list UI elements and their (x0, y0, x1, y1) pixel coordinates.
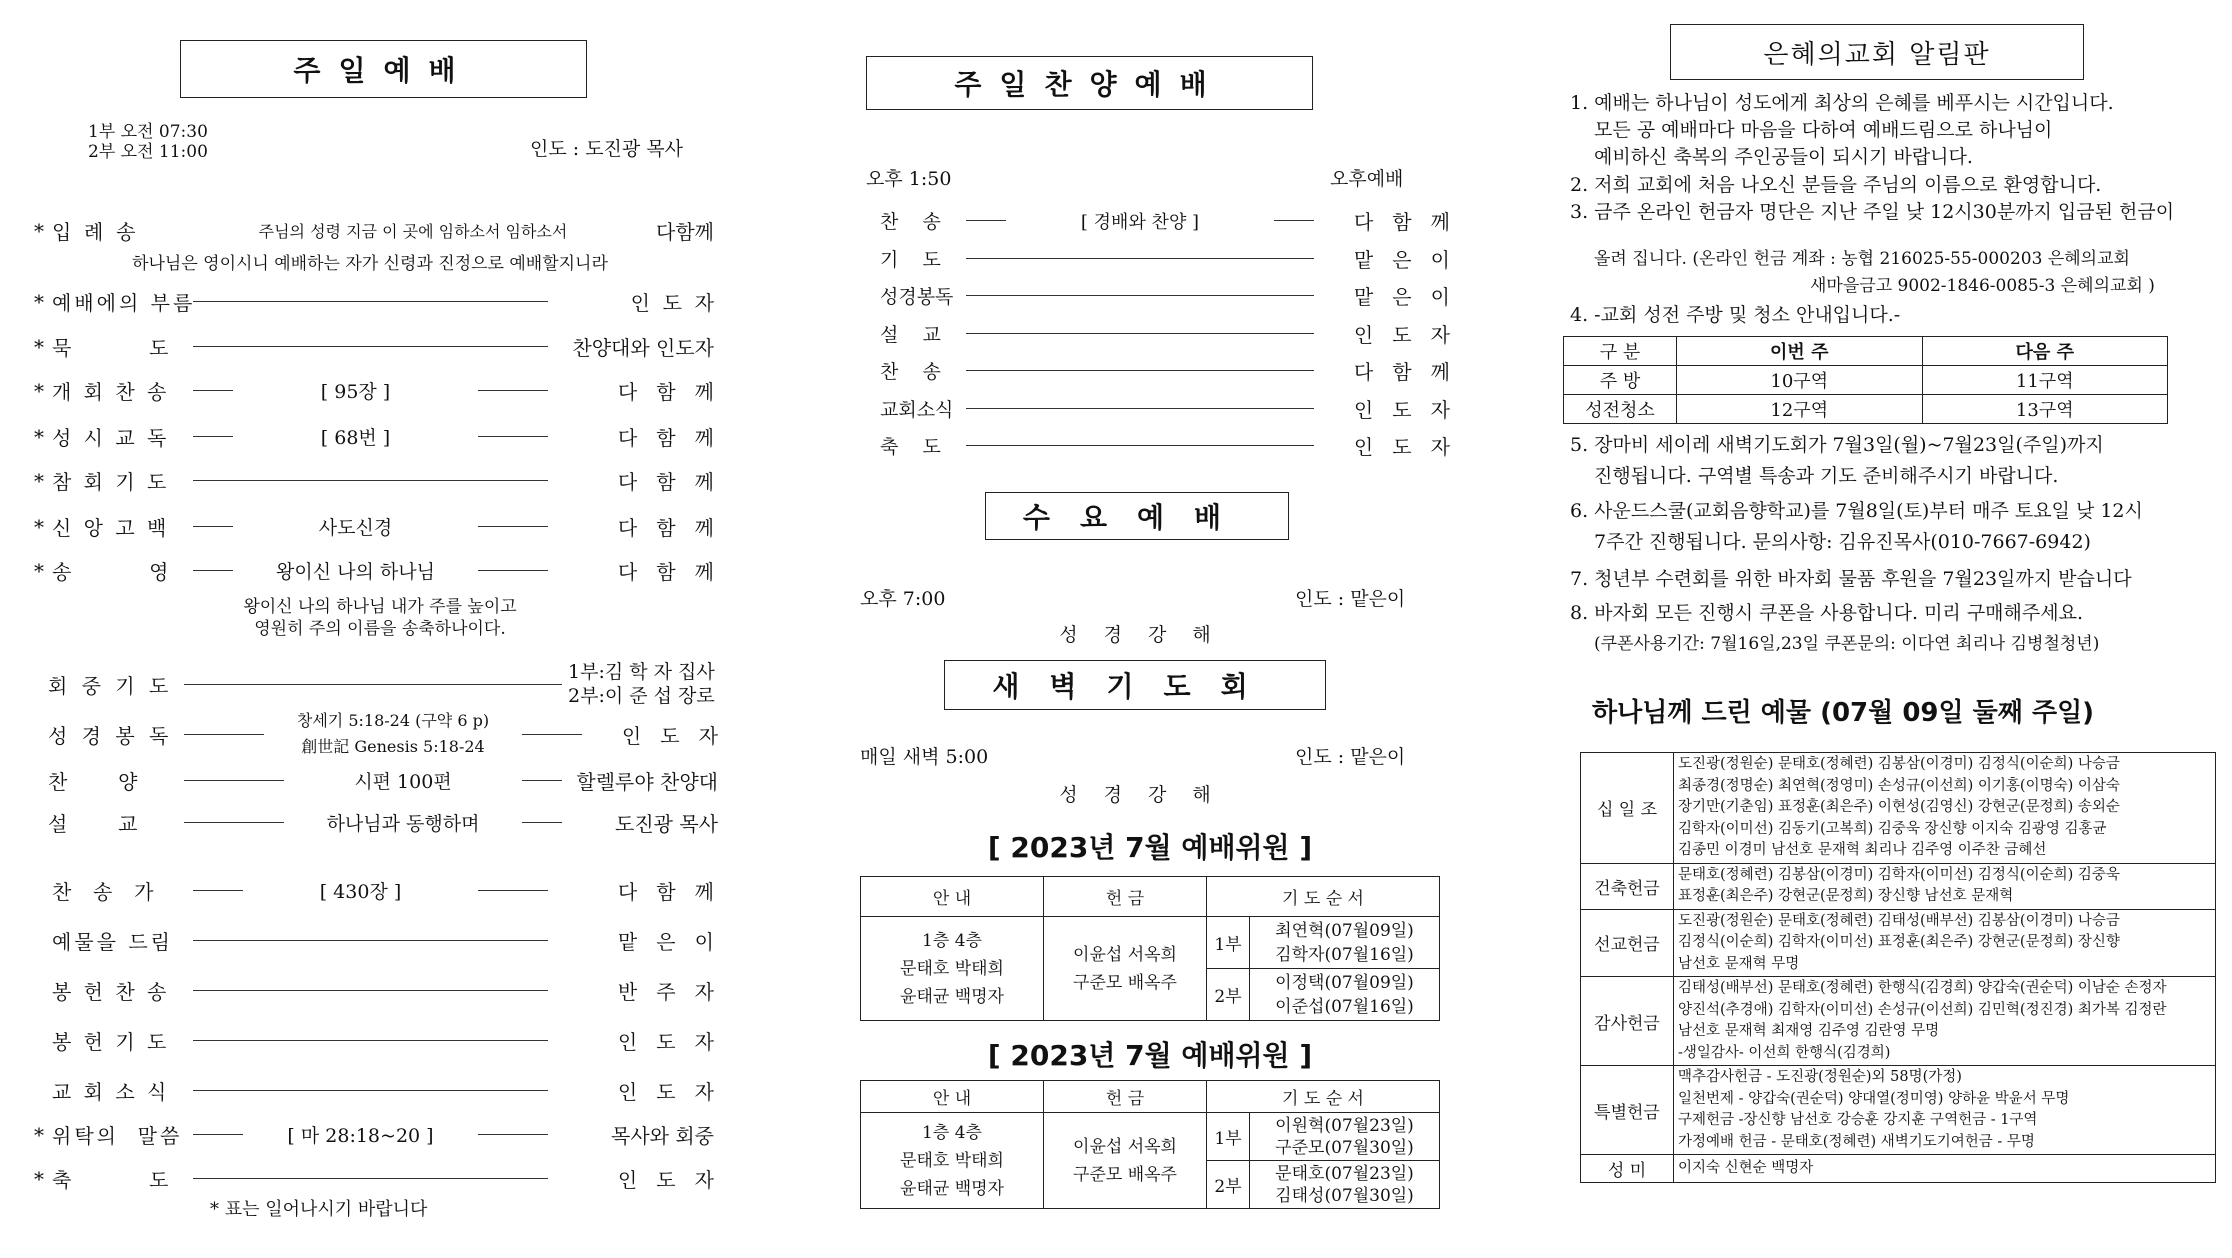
dawn-sub: 성 경 강 해 (1059, 784, 1221, 806)
offering-line: 도진광(정원순) 문태호(정혜련) 김봉삼(이경미) 김정식(이순희) 나승금 (1678, 756, 2120, 772)
dash-line (193, 1090, 548, 1091)
reading-mid-1: 창세기 5:18-24 (구약 6 p) (296, 711, 490, 730)
dash-line (522, 734, 582, 735)
notice-line: 7주간 진행됩니다. 문의사항: 김유진목사(010-7667-6942) (1594, 531, 2091, 553)
order-mid: 주님의 성령 지금 이 곳에 임하소서 임하소서 (258, 222, 568, 241)
order-mid: [ 95장 ] (320, 381, 391, 403)
mid-order-right: 인 도 자 (1353, 435, 1450, 459)
roster-name: 김태성(07월30일) (1275, 1185, 1414, 1206)
offering-category: 성 미 (1581, 1155, 1674, 1183)
order-mid: [ 마 28:18~20 ] (287, 1125, 434, 1147)
dash-line (184, 822, 284, 823)
offering-line: -생일감사- 이선희 한행식(김경희) (1678, 1044, 1891, 1061)
offering-line: 양진석(추경애) 김학자(이미선) 손성규(이선희) 김민혁(정진경) 최가복 김정란 (1678, 1001, 2167, 1018)
roster-name: 구준모(07월30일) (1275, 1137, 1414, 1158)
offering-line: 김종민 이경미 남선호 문재혁 최리나 김주영 이주찬 금혜선 (1678, 842, 2047, 858)
dash-line (478, 570, 548, 571)
mid-title-2-box: 수요예배 (985, 492, 1289, 540)
order-right: 맡 은 이 (617, 930, 714, 954)
dash-line (193, 1178, 548, 1179)
cleaning-table (1563, 336, 2168, 424)
notice-line: 올려 집니다. (온라인 헌금 계좌 : 농협 216025-55-000203 은혜의교회 (1594, 249, 2130, 269)
roster-part-label: 1부 (1207, 917, 1250, 969)
clean-cell: 12구역 (1677, 395, 1923, 424)
mid-order-label: 교회소식 (880, 398, 954, 421)
roster-header: 안 내 (861, 877, 1044, 917)
mid-order-row (880, 319, 1450, 348)
roster-part-names (1250, 917, 1440, 969)
order-right: 다 함 께 (617, 516, 714, 540)
offering-category: 십 일 조 (1581, 753, 1674, 864)
order-row (34, 376, 714, 405)
order-label: 입 례 송 (52, 220, 136, 244)
mid-order-row (880, 281, 1450, 310)
offering-row (1581, 977, 2216, 1066)
reading-row (48, 708, 718, 760)
roster-name: 김학자(07월16일) (1275, 944, 1414, 965)
mid-order-label: 기 도 (880, 248, 941, 271)
roster-header: 기 도 순 서 (1207, 877, 1440, 917)
mid-order-row (880, 394, 1450, 423)
clean-header: 이번 주 (1677, 337, 1923, 366)
mid-order-mid: [ 경배와 찬양 ] (1080, 211, 1200, 233)
roster-offering-line: 구준모 배옥주 (1073, 972, 1177, 993)
wed-leader: 인도 : 맡은이 (1295, 588, 1406, 610)
order-right: 다 함 께 (617, 426, 714, 450)
sermon-right: 도진광 목사 (615, 812, 718, 836)
order-star: * (34, 424, 44, 449)
dash-line (193, 940, 548, 941)
order-row (34, 1076, 714, 1105)
mid-time: 오후 1:50 (866, 168, 952, 190)
offering-names (1674, 1066, 2216, 1155)
clean-cell: 13구역 (1922, 395, 2168, 424)
mid-service-name: 오후예배 (1330, 168, 1404, 190)
wed-sub: 성 경 강 해 (1059, 624, 1221, 646)
notice-6 (1570, 498, 2143, 556)
order-label: 개 회 찬 송 (52, 380, 170, 404)
mid-order-label: 축 도 (880, 436, 941, 458)
sermon-row (48, 808, 718, 837)
notice-1 (1570, 90, 2114, 171)
prayer-row (48, 660, 718, 708)
order-right: 다함께 (656, 220, 714, 244)
dash-line (478, 390, 548, 391)
notice-3 (1570, 199, 2174, 300)
order-star: * (34, 334, 44, 359)
wed-time: 오후 7:00 (860, 588, 946, 610)
order-row (34, 1164, 714, 1193)
dawn-time: 매일 새벽 5:00 (860, 746, 989, 768)
offering-category: 감사헌금 (1581, 977, 1674, 1066)
order-right: 인 도 자 (617, 1030, 714, 1054)
notice-line: (쿠폰사용기간: 7월16일,23일 쿠폰문의: 이다연 최리나 김병철청년) (1594, 634, 2100, 654)
reading-mid (270, 708, 516, 760)
offering-row (1581, 753, 2216, 864)
roster-table-2 (860, 1080, 1440, 1209)
dash-line (478, 526, 548, 527)
notice-8 (1570, 600, 2099, 658)
dash-line (966, 408, 1314, 409)
dash-line (193, 480, 548, 481)
dash-line (966, 295, 1314, 296)
intro-verse: 하나님은 영이시니 예배하는 자가 신령과 진정으로 예배할지니라 (132, 254, 608, 274)
roster-part-label: 2부 (1207, 1161, 1250, 1209)
offering-line: 구제헌금 -장신향 남선호 강승훈 강지훈 구역헌금 - 1구역 (1678, 1112, 2038, 1128)
mid-order-row (880, 356, 1450, 385)
order-label: 신 앙 고 백 (52, 516, 170, 540)
offering-line: 맥추감사헌금 - 도진광(정원순)외 58명(가정) (1678, 1069, 1962, 1085)
clean-cell: 11구역 (1922, 366, 2168, 395)
notice-line: 3. 금주 온라인 헌금자 명단은 지난 주일 낮 12시30분까지 입금된 헌금이 (1570, 201, 2175, 223)
left-title-box: 주일예배 (180, 40, 587, 98)
notice-4: 4. -교회 성전 주방 및 청소 안내입니다.- (1570, 304, 1901, 326)
prayer-right-1: 1부:김 학 자 집사 (568, 661, 715, 683)
order-right: 인 도 자 (617, 1080, 714, 1104)
roster-name: 최연혁(07월09일) (1275, 920, 1414, 941)
notice-line: 진행됩니다. 구역별 특송과 기도 준비해주시기 바랍니다. (1594, 465, 2059, 487)
offering-row (1581, 1155, 2216, 1183)
roster-offering-line: 이윤섭 서옥희 (1073, 944, 1177, 965)
offering-line: 김태성(배부선) 문태호(정혜련) 한행식(김경희) 양갑숙(권순덕) 이남순 손정자 (1678, 980, 2167, 996)
clean-cell: 주 방 (1564, 366, 1677, 395)
order-row (34, 976, 714, 1005)
song-line-2: 영원히 주의 이름을 송축하나이다. (254, 619, 506, 639)
order-mid: 사도신경 (318, 517, 393, 539)
offering-line: 도진광(정원순) 문태호(정혜련) 김태성(배부선) 김봉삼(이경미) 나승금 (1678, 912, 2120, 929)
roster-guide-line: 1층 4층 (922, 930, 982, 951)
roster-part-names (1250, 1113, 1440, 1161)
notice-line: 모든 공 예배마다 마음을 다하여 예배드림으로 하나님이 (1594, 119, 2053, 141)
order-star: * (34, 558, 44, 583)
footnote: * 표는 일어나시기 바랍니다 (210, 1199, 428, 1220)
dash-line (193, 990, 548, 991)
roster-offering (1044, 917, 1207, 1021)
order-row (34, 926, 714, 955)
choir-row (48, 766, 718, 795)
roster-table-1 (860, 876, 1440, 1021)
roster-offering-line: 구준모 배옥주 (1073, 1164, 1177, 1185)
order-row (34, 1026, 714, 1055)
order-mid: [ 430장 ] (319, 881, 402, 903)
clean-header: 다음 주 (1922, 337, 2168, 366)
reading-right: 인 도 자 (621, 723, 718, 748)
offering-line: 남선호 문재혁 무명 (1678, 955, 1800, 972)
dash-line (966, 333, 1314, 334)
order-star: * (34, 1166, 44, 1191)
choir-label: 찬 양 (48, 770, 138, 794)
offering-table (1580, 752, 2216, 1183)
offering-line: 최종경(정명순) 최연혁(정영미) 손성규(이선희) 이기홍(이명숙) 이삼숙 (1678, 777, 2120, 794)
choir-right: 할렐루야 찬양대 (576, 770, 718, 794)
dash-line (522, 780, 562, 781)
offering-row (1581, 909, 2216, 977)
offering-category: 건축헌금 (1581, 863, 1674, 909)
dash-line (478, 890, 548, 891)
roster-offering (1044, 1113, 1207, 1209)
order-right: 인 도 자 (630, 291, 714, 315)
notice-line: 1. 예배는 하나님이 성도에게 최상의 은혜를 베푸시는 시간입니다. (1570, 92, 2114, 114)
dash-line (966, 220, 1006, 221)
roster-name: 문태호(07월23일) (1275, 1163, 1414, 1184)
order-label: 봉 헌 찬 송 (52, 980, 170, 1004)
mid-order-label: 성경봉독 (880, 286, 954, 308)
order-mid: [ 68번 ] (320, 427, 391, 449)
roster-header: 헌 금 (1044, 1081, 1207, 1113)
offering-title: 하나님께 드린 예물 (07월 09일 둘째 주일) (1592, 698, 2095, 728)
order-right: 다 함 께 (617, 560, 714, 584)
order-star: * (34, 289, 44, 314)
offering-category: 선교헌금 (1581, 909, 1674, 977)
notice-line: 8. 바자회 모든 진행시 쿠폰을 사용합니다. 미리 구매해주세요. (1570, 602, 2083, 624)
mid-order-label: 설 교 (880, 323, 941, 346)
clean-cell: 성전청소 (1564, 395, 1677, 424)
right-title-box: 은혜의교회 알림판 (1670, 24, 2084, 80)
notice-5 (1570, 432, 2104, 490)
order-star: * (34, 514, 44, 539)
notice-2: 2. 저희 교회에 처음 나오신 분들을 주님의 이름으로 환영합니다. (1570, 174, 2102, 196)
clean-header: 구 분 (1564, 337, 1677, 366)
order-row (34, 466, 714, 495)
offering-line: 장기만(기춘임) 표정훈(최은주) 이현성(김영신) 강현군(문정희) 송외순 (1678, 799, 2120, 815)
choir-mid: 시편 100편 (354, 771, 452, 793)
notice-7: 7. 청년부 수련회를 위한 바자회 물품 후원을 7월23일까지 받습니다 (1570, 568, 2132, 590)
order-row (34, 332, 714, 361)
clean-cell: 10구역 (1677, 366, 1923, 395)
order-label: 참 회 기 도 (52, 470, 170, 494)
offering-line: 김정식(이순희) 김학자(이미선) 표정훈(최은주) 강현군(문정희) 장신향 (1678, 934, 2120, 950)
roster-header: 안 내 (861, 1081, 1044, 1113)
order-label: 묵 도 (52, 336, 172, 360)
order-label: 교 회 소 식 (52, 1080, 170, 1104)
roster-part-names (1250, 969, 1440, 1021)
order-label: 예물을 드림 (52, 930, 173, 954)
order-row (34, 876, 714, 905)
dash-line (193, 346, 548, 347)
notice-line: 새마을금고 9002-1846-0085-3 은혜의교회 ) (1810, 276, 2155, 296)
dash-line (193, 436, 233, 437)
mid-order-row (880, 244, 1450, 273)
roster-guide-line: 문태호 박태희 (900, 958, 1004, 979)
dash-line (193, 1040, 548, 1041)
mid-order-label: 찬 송 (880, 211, 941, 233)
roster-part-names (1250, 1161, 1440, 1209)
order-label: 성 시 교 독 (52, 426, 170, 450)
order-right: 반 주 자 (617, 980, 714, 1004)
roster-part-label: 2부 (1207, 969, 1250, 1021)
order-row (34, 287, 714, 316)
roster-title-2: [ 2023년 7월 예배위원 ] (987, 1039, 1313, 1072)
order-row (34, 1120, 714, 1149)
dash-line (184, 780, 284, 781)
order-label: 예배에의 부름 (52, 291, 196, 315)
roster-guide (861, 1113, 1044, 1209)
order-star: * (34, 218, 44, 243)
sermon-mid: 하나님과 동행하며 (326, 813, 480, 835)
dash-line (478, 1134, 548, 1135)
order-label: 찬 송 가 (52, 880, 157, 904)
order-mid: 왕이신 나의 하나님 (276, 561, 435, 583)
order-right: 찬양대와 인도자 (572, 336, 714, 360)
roster-guide-line: 문태호 박태희 (900, 1150, 1004, 1171)
dash-line (184, 734, 264, 735)
offering-names (1674, 753, 2216, 864)
mid-order-right: 다 함 께 (1353, 210, 1450, 234)
dash-line (193, 570, 233, 571)
order-star: * (34, 1122, 44, 1147)
roster-guide-line: 윤태균 백명자 (900, 1178, 1004, 1199)
order-row-intro (34, 216, 714, 245)
dash-line (478, 436, 548, 437)
notice-line: 5. 장마비 세이레 새벽기도회가 7월3일(월)~7월23일(주일)까지 (1570, 434, 2104, 456)
mid-order-row (880, 431, 1450, 460)
dash-line (522, 822, 562, 823)
order-label: 위탁의 말씀 (52, 1124, 183, 1148)
order-star: * (34, 378, 44, 403)
order-right: 다 함 께 (617, 470, 714, 494)
dash-line (966, 370, 1314, 371)
reading-label: 성 경 봉 독 (48, 723, 173, 748)
left-leader: 인도 : 도진광 목사 (530, 138, 683, 160)
roster-offering-line: 이윤섭 서옥희 (1073, 1136, 1177, 1157)
mid-order-right: 맡 은 이 (1353, 247, 1450, 272)
order-label: 축 도 (52, 1168, 172, 1192)
offering-line: 문태호(정혜련) 김봉삼(이경미) 김학자(이미선) 김정식(이순희) 김중욱 (1678, 866, 2120, 883)
order-right: 인 도 자 (617, 1168, 714, 1192)
dash-line (193, 301, 548, 302)
roster-header: 기 도 순 서 (1207, 1081, 1440, 1113)
dash-line (1274, 220, 1314, 221)
order-right: 다 함 께 (617, 880, 714, 904)
order-right: 목사와 회중 (611, 1124, 714, 1148)
mid-order-right: 다 함 께 (1353, 360, 1450, 384)
offering-names (1674, 863, 2216, 909)
offering-line: 김학자(이미선) 김동기(고복희) 김중욱 장신향 이지숙 김광영 김홍균 (1678, 820, 2107, 837)
order-right: 다 함 께 (617, 380, 714, 404)
dash-line (193, 526, 233, 527)
roster-title-1: [ 2023년 7월 예배위원 ] (987, 831, 1313, 864)
dash-line (184, 684, 562, 685)
prayer-label: 회 중 기 도 (48, 673, 173, 698)
sermon-label: 설 교 (48, 812, 138, 836)
mid-order-right: 인 도 자 (1353, 397, 1450, 422)
roster-name: 이정택(07월09일) (1275, 972, 1414, 993)
notice-line: 예비하신 축복의 주인공들이 되시기 바랍니다. (1594, 146, 1973, 168)
order-row (34, 556, 714, 585)
notice-line: 6. 사운드스쿨(교회음향학교)를 7월8일(토)부터 매주 토요일 낮 12시 (1570, 500, 2143, 522)
mid-order-right: 인 도 자 (1353, 322, 1450, 347)
offering-line: 표정훈(최은주) 강현군(문정희) 장신향 남선호 문재혁 (1678, 888, 2014, 904)
service-time-1: 1부 오전 07:30 (88, 122, 208, 142)
offering-row (1581, 1066, 2216, 1155)
order-label: 봉 헌 기 도 (52, 1030, 170, 1054)
offering-line: 가정예배 헌금 - 문태호(정혜련) 새벽기도기여헌금 - 무명 (1678, 1133, 2035, 1150)
offering-names (1674, 1155, 2216, 1183)
dash-line (193, 390, 233, 391)
offering-line: 이지숙 신현순 백명자 (1678, 1159, 1814, 1176)
roster-guide-line: 1층 4층 (922, 1122, 982, 1143)
offering-category: 특별헌금 (1581, 1066, 1674, 1155)
prayer-right (568, 660, 718, 708)
reading-mid-2: 創世記 Genesis 5:18-24 (301, 737, 485, 756)
mid-order-right: 맡 은 이 (1353, 285, 1450, 309)
dash-line (966, 258, 1314, 259)
dash-line (193, 890, 243, 891)
offering-row (1581, 863, 2216, 909)
roster-name: 이원혁(07월23일) (1275, 1115, 1414, 1136)
roster-name: 이준섭(07월16일) (1275, 996, 1414, 1017)
roster-part-label: 1부 (1207, 1113, 1250, 1161)
service-time-2: 2부 오전 11:00 (88, 142, 208, 162)
mid-title-1-box: 주일찬양예배 (866, 56, 1313, 110)
roster-guide-line: 윤태균 백명자 (900, 986, 1004, 1007)
order-row (34, 422, 714, 451)
order-label: 송 영 (52, 560, 172, 584)
offering-line: 남선호 문재혁 최재영 김주영 김란영 무명 (1678, 1023, 1940, 1039)
mid-title-3-box: 새벽기도회 (944, 660, 1326, 710)
mid-order-label: 찬 송 (880, 361, 941, 383)
prayer-right-2: 2부:이 준 섭 장로 (568, 685, 715, 707)
offering-names (1674, 977, 2216, 1066)
dash-line (966, 445, 1314, 446)
song-line-1: 왕이신 나의 하나님 내가 주를 높이고 (243, 597, 517, 617)
offering-names (1674, 909, 2216, 977)
roster-guide (861, 917, 1044, 1021)
dawn-leader: 인도 : 맡은이 (1295, 746, 1406, 768)
roster-header: 헌 금 (1044, 877, 1207, 917)
mid-order-row (880, 206, 1450, 235)
order-row (34, 512, 714, 541)
offering-line: 일천번제 - 양갑숙(권순덕) 양대열(정미영) 양하윤 박윤서 무명 (1678, 1090, 2070, 1107)
order-star: * (34, 468, 44, 493)
dash-line (193, 1134, 243, 1135)
